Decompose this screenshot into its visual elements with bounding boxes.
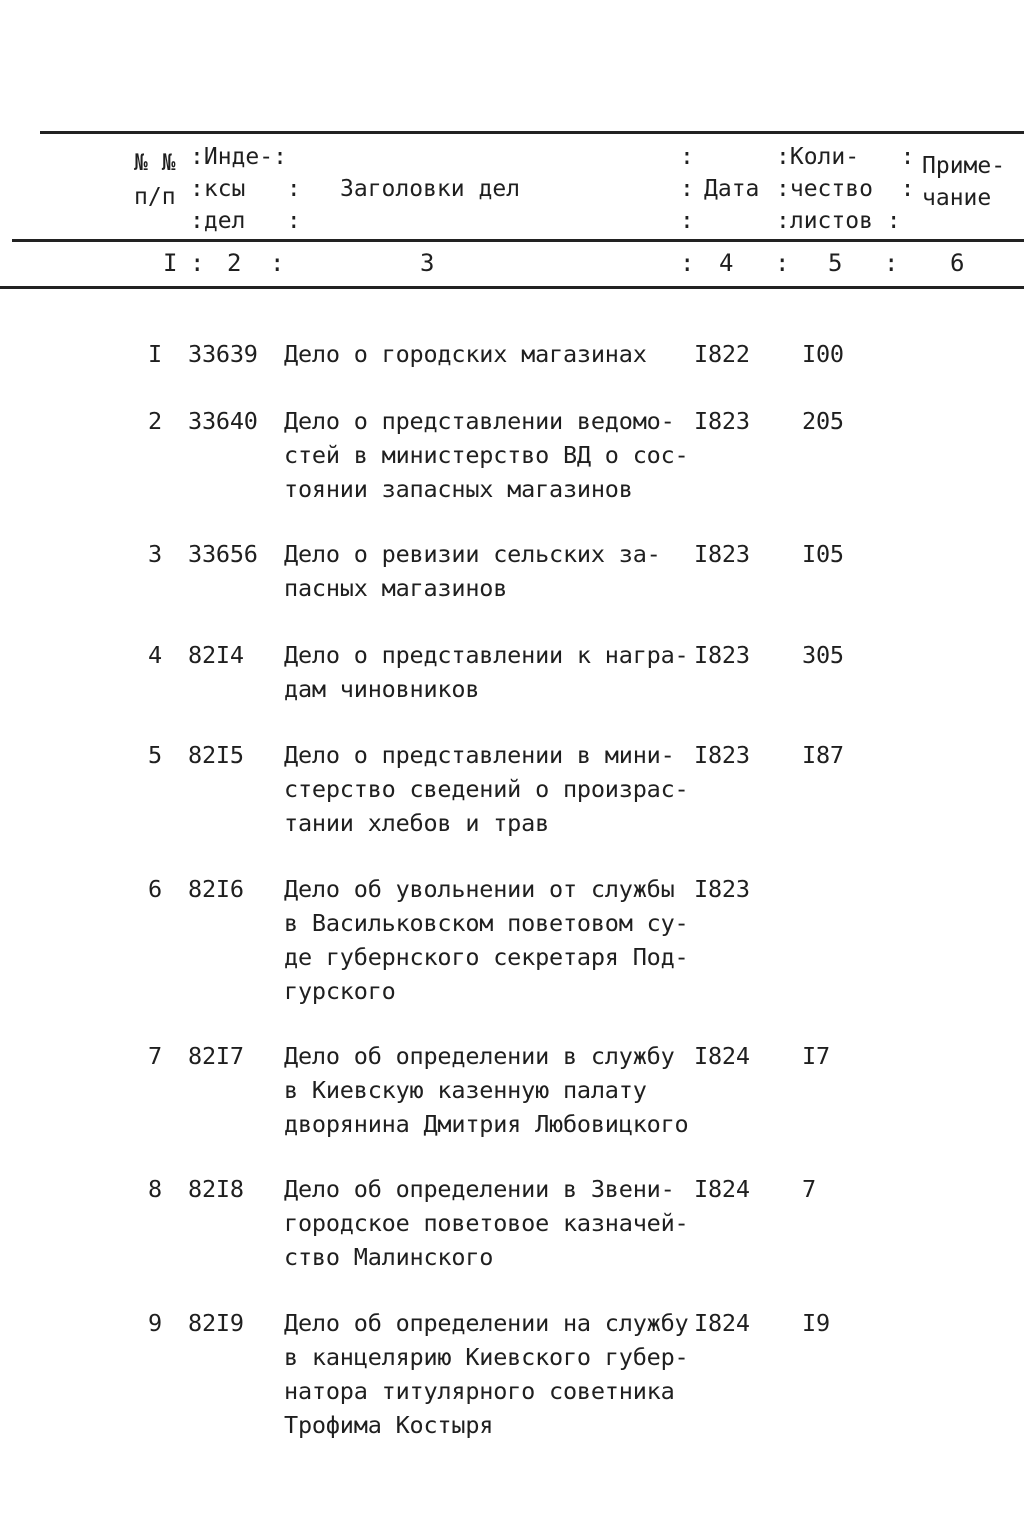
row-date: I823 (694, 875, 750, 903)
colnum-sep-3: : (680, 249, 695, 277)
row-title-line: дам чиновников (284, 675, 480, 703)
row-number: 2 (148, 407, 162, 435)
row-sheets: 7 (802, 1175, 816, 1203)
row-number: 6 (148, 875, 162, 903)
row-date: I824 (694, 1309, 750, 1337)
header-titles: Заголовки дел (340, 176, 521, 202)
row-title-line: в Киевскую казенную палату (284, 1076, 647, 1104)
row-title-line: тании хлебов и трав (284, 809, 550, 837)
row-date: I823 (694, 407, 750, 435)
row-title-line: стерство сведений о произрас- (284, 775, 689, 803)
row-sheets: I00 (802, 340, 844, 368)
header-sheets-line2: :чество : (776, 176, 915, 202)
header-index-line1: :Инде-: (190, 144, 287, 170)
row-title-line: Дело о ревизии сельских за- (284, 540, 661, 568)
colnum-5: 5 (828, 249, 843, 277)
colnum-sep-5: : (884, 249, 899, 277)
colnum-2: 2 (227, 249, 242, 277)
row-index: 33640 (188, 407, 258, 435)
row-sheets: 305 (802, 641, 844, 669)
header-date-colon2: : (680, 176, 694, 202)
row-sheets: I9 (802, 1309, 830, 1337)
row-number: 3 (148, 540, 162, 568)
colnum-6: 6 (950, 249, 965, 277)
row-sheets: I7 (802, 1042, 830, 1070)
header-notes-line2: чание (922, 185, 992, 211)
row-number: 8 (148, 1175, 162, 1203)
row-title-line: тоянии запасных магазинов (284, 475, 633, 503)
row-number: I (148, 340, 162, 368)
top-rule (40, 131, 1024, 134)
row-index: 82I5 (188, 741, 244, 769)
row-title-line: де губернского секретаря Под- (284, 943, 689, 971)
row-date: I823 (694, 540, 750, 568)
row-title-line: Дело о городских магазинах (284, 340, 647, 368)
row-title-line: в канцелярию Киевского губер- (284, 1343, 689, 1371)
row-index: 82I4 (188, 641, 244, 669)
row-date: I824 (694, 1175, 750, 1203)
header-index-line3: :дел : (190, 208, 301, 234)
row-title-line: натора титулярного советника (284, 1377, 675, 1405)
colnum-sep-1: : (190, 249, 205, 277)
row-index: 33639 (188, 340, 258, 368)
column-number-rule (0, 286, 1024, 289)
row-number: 9 (148, 1309, 162, 1337)
row-index: 82I6 (188, 875, 244, 903)
row-title-line: ство Малинского (284, 1243, 494, 1271)
row-title-line: Дело об определении на службу (284, 1309, 689, 1337)
colnum-3: 3 (420, 249, 435, 277)
header-sheets-line3: :листов : (776, 208, 901, 234)
header-date: Дата (704, 176, 760, 202)
row-title-line: Дело об определении в Звени- (284, 1175, 675, 1203)
header-number-line1: № № (134, 150, 176, 176)
colnum-sep-4: : (775, 249, 790, 277)
row-title-line: Трофима Костыря (284, 1411, 494, 1439)
row-title-line: в Васильковском поветовом су- (284, 909, 689, 937)
row-title-line: пасных магазинов (284, 574, 508, 602)
row-sheets: I87 (802, 741, 844, 769)
header-date-colon3: : (680, 208, 694, 234)
row-number: 4 (148, 641, 162, 669)
row-title-line: стей в министерство ВД о сос- (284, 441, 689, 469)
header-notes-line1: Приме- (922, 153, 1006, 179)
row-index: 82I8 (188, 1175, 244, 1203)
row-date: I822 (694, 340, 750, 368)
header-number-line2: п/п (134, 184, 176, 210)
row-title-line: Дело о представлении в мини- (284, 741, 675, 769)
row-date: I824 (694, 1042, 750, 1070)
header-rule (12, 239, 1024, 242)
row-title-line: дворянина Дмитрия Любовицкого (284, 1110, 689, 1138)
colnum-sep-2: : (270, 249, 285, 277)
row-title-line: Дело о представлении ведомо- (284, 407, 675, 435)
header-date-colon1: : (680, 144, 694, 170)
header-index-line2: :ксы : (190, 176, 301, 202)
row-title-line: Дело о представлении к награ- (284, 641, 689, 669)
colnum-1: I (163, 249, 178, 277)
row-title-line: Дело об определении в службу (284, 1042, 675, 1070)
row-title-line: городское поветовое казначей- (284, 1209, 689, 1237)
row-index: 82I7 (188, 1042, 244, 1070)
row-date: I823 (694, 741, 750, 769)
row-number: 7 (148, 1042, 162, 1070)
row-title-line: Дело об увольнении от службы (284, 875, 675, 903)
row-date: I823 (694, 641, 750, 669)
row-number: 5 (148, 741, 162, 769)
row-index: 33656 (188, 540, 258, 568)
row-title-line: гурского (284, 977, 396, 1005)
row-index: 82I9 (188, 1309, 244, 1337)
row-sheets: I05 (802, 540, 844, 568)
row-sheets: 205 (802, 407, 844, 435)
colnum-4: 4 (719, 249, 734, 277)
header-sheets-line1: :Коли- : (776, 144, 915, 170)
